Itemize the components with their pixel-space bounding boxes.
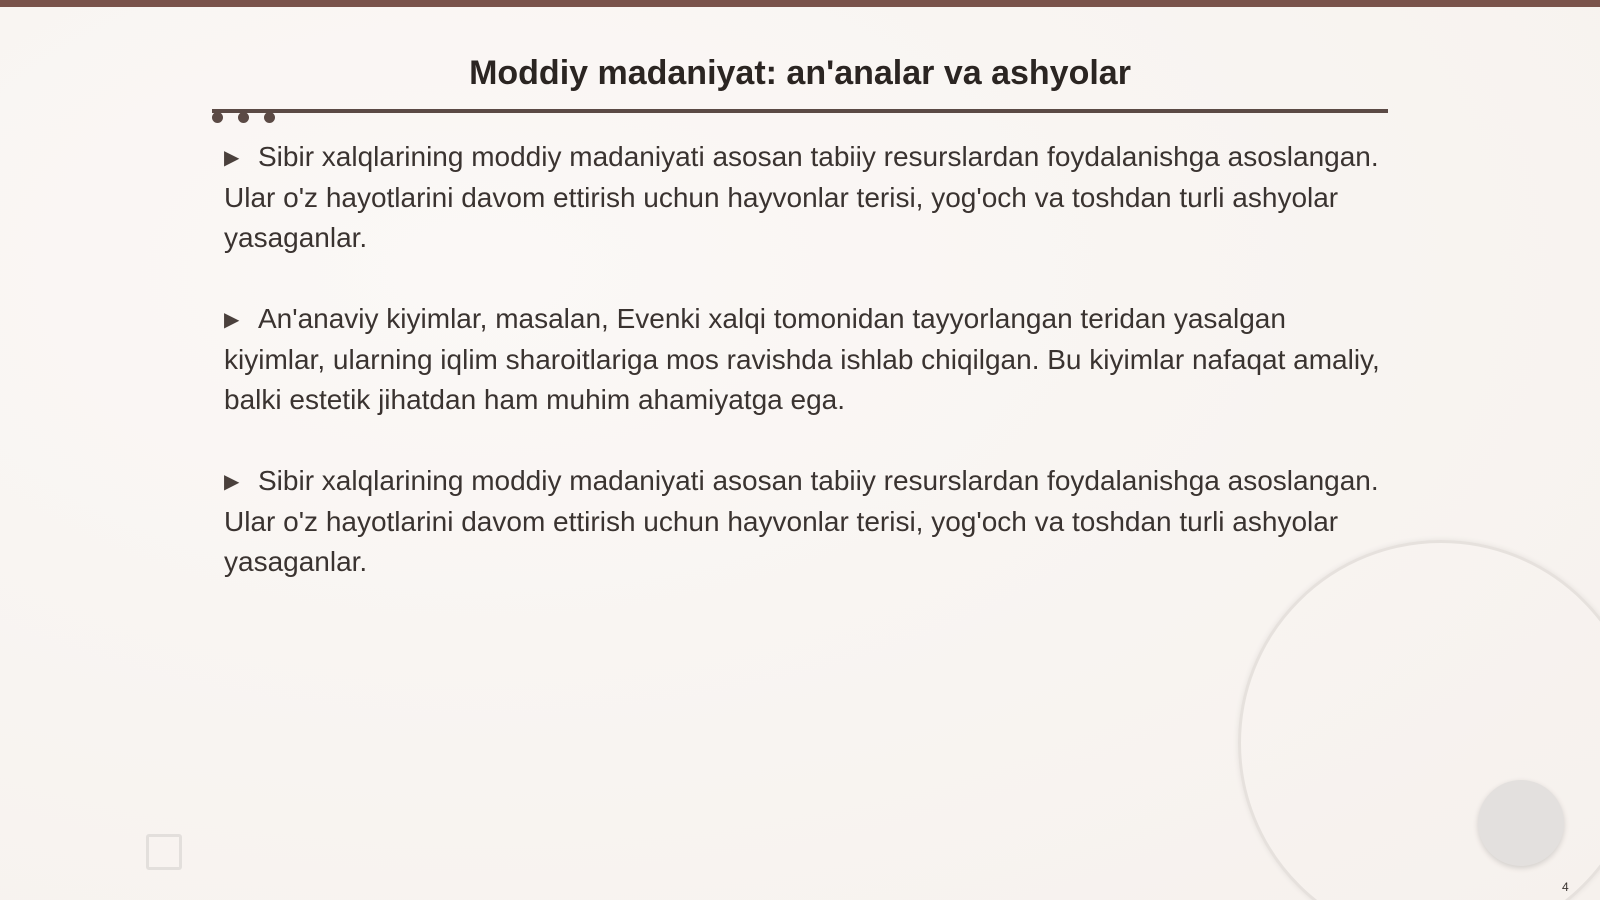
rule-dot-2 [238, 112, 249, 123]
decorative-square [146, 834, 182, 870]
bullet-arrow-icon: ▶ [224, 471, 240, 493]
top-accent-bar [0, 0, 1600, 7]
bullet-arrow-icon: ▶ [224, 147, 240, 169]
title-underline [212, 109, 1388, 113]
paragraph-text: Sibir xalqlarining moddiy madaniyati asosan tabiiy resurslardan foydalanishga asoslangan. Ular o'z hayotlarini davom ettirish uchun hayvonlar terisi, yog'och va toshdan turli ashyolar yasaganlar. [224, 465, 1379, 577]
paragraph-text: An'anaviy kiyimlar, masalan, Evenki xalqi tomonidan tayyorlangan teridan yasalgan kiyimlar, ularning iqlim sharoitlariga mos ravishda ishlab chiqilgan. Bu kiyimlar nafaqat amaliy, balki estetik jihatdan ham muhim ahamiyatga ega. [224, 303, 1380, 415]
slide-title: Moddiy madaniyat: an'analar va ashyolar [469, 54, 1131, 92]
bullet-paragraph-2 [224, 299, 1384, 420]
rule-dot-1 [212, 112, 223, 123]
bullet-list [224, 137, 1384, 623]
paragraph-text: Sibir xalqlarining moddiy madaniyati asosan tabiiy resurslardan foydalanishga asoslangan. Ular o'z hayotlarini davom ettirish uchun hayvonlar terisi, yog'och va toshdan turli ashyolar yasaganlar. [224, 141, 1379, 253]
page-number: 4 [1562, 880, 1569, 894]
bullet-paragraph-3 [224, 461, 1384, 582]
bullet-paragraph-1 [224, 137, 1384, 258]
bullet-arrow-icon: ▶ [224, 309, 240, 331]
decorative-knob [1478, 780, 1564, 866]
rule-dot-3 [264, 112, 275, 123]
